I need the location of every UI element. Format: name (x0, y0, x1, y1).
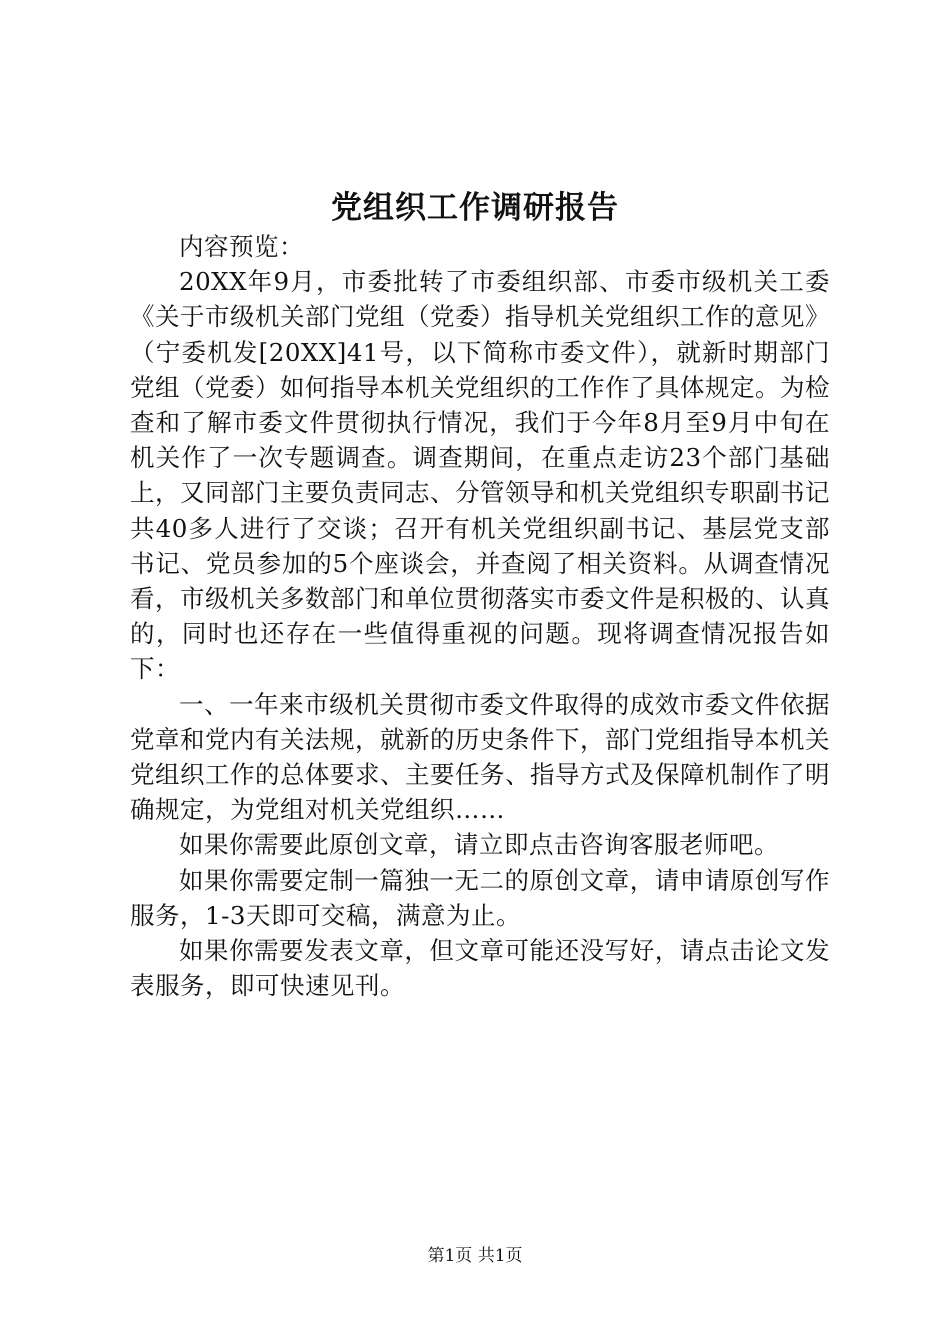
document-body (130, 229, 830, 1003)
paragraph-preview-label: 内容预览： (179, 232, 304, 261)
paragraph-section-one: 一、一年来市级机关贯彻市委文件取得的成效市委文件依据党章和党内有关法规，就新的历史条件下，部门党组指导本机关党组织工作的总体要求、主要任务、指导方式及保障机制作了明确规定，为党组对机关党组织…… (130, 689, 830, 825)
paragraph-custom-writing-link[interactable]: 如果你需要定制一篇独一无二的原创文章，请申请原创写作服务，1-3天即可交稿，满意为止。 (130, 865, 830, 930)
paragraph-intro: 20XX年9月，市委批转了市委组织部、市委市级机关工委《关于市级机关部门党组（党委）指导机关党组织工作的意见》（宁委机发[20XX]41号，以下简称市委文件），就新时期部门党组（党委）如何指导本机关党组织的工作作了具体规定。为检查和了解市委文件贯彻执行情况，我们于今年8月至9月中旬在机关作了一次专题调查。调查期间，在重点走访23个部门基础上，又同部门主要负责同志、分管领导和机关党组织专职副书记共40多人进行了交谈；召开有机关党组织副书记、基层党支部书记、党员参加的5个座谈会，并查阅了相关资料。从调查情况看，市级机关多数部门和单位贯彻落实市委文件是积极的、认真的，同时也还存在一些值得重视的问题。现将调查情况报告如下： (130, 267, 830, 684)
document-title: 党组织工作调研报告 (331, 190, 619, 226)
page-number-footer: 第1页 共1页 (427, 1246, 523, 1266)
paragraph-publish-link[interactable]: 如果你需要发表文章，但文章可能还没写好，请点击论文发表服务，即可快速见刊。 (130, 936, 830, 1001)
paragraph-consult-link[interactable]: 如果你需要此原创文章，请立即点击咨询客服老师吧。 (179, 830, 779, 860)
